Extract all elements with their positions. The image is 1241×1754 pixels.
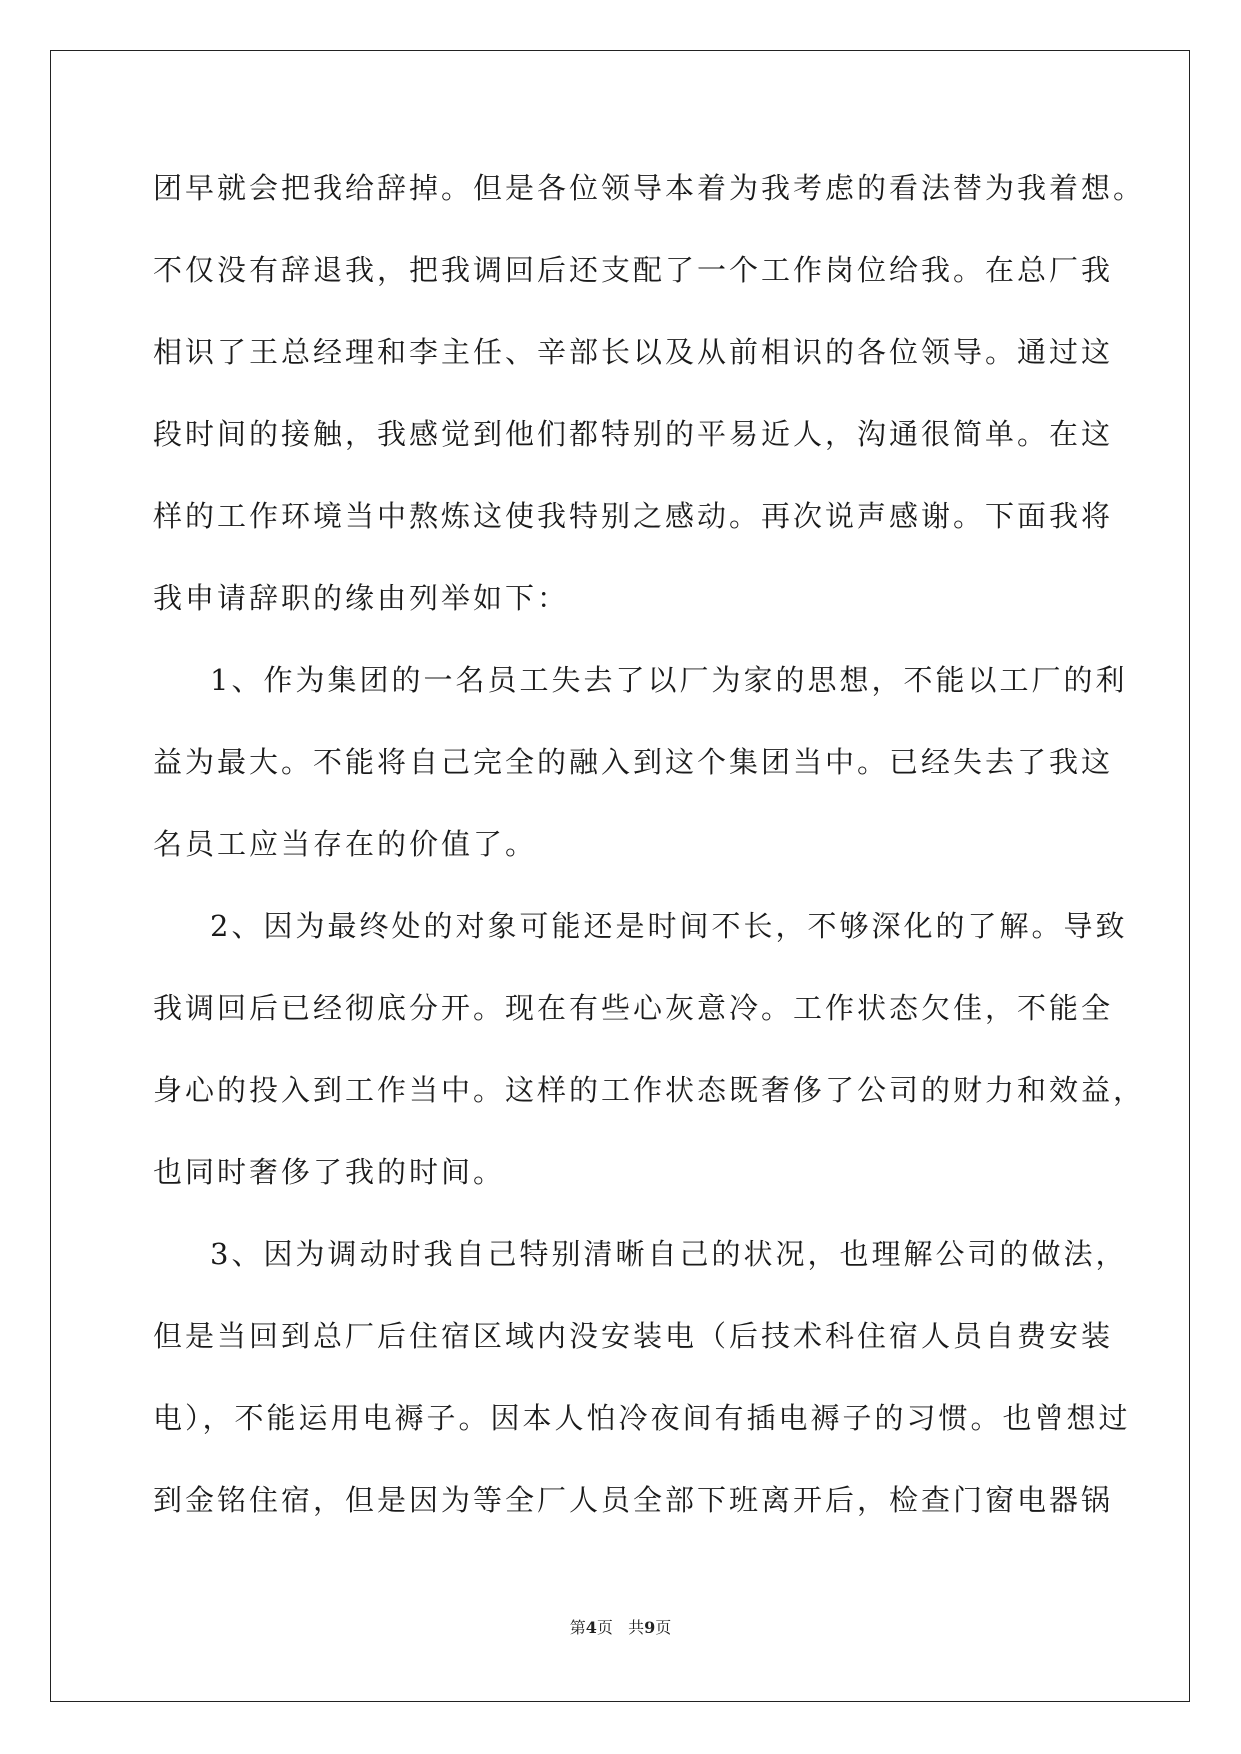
text-line: 我调回后已经彻底分开。现在有些心灰意冷。工作状态欠佳，不能全 (153, 991, 1114, 1025)
page-prefix: 第 (569, 1618, 586, 1637)
current-page-number: 4 (585, 1618, 597, 1637)
text-line: 名员工应当存在的价值了。 (153, 827, 538, 861)
text-line: 但是当回到总厂后住宿区域内没安装电（后技术科住宿人员自费安装 (153, 1319, 1114, 1353)
text-line-indented: 1、作为集团的一名员工失去了以厂为家的思想，不能以工厂的利 (210, 663, 1128, 697)
page-suffix: 页 (655, 1618, 672, 1637)
text-line: 相识了王总经理和李主任、辛部长以及从前相识的各位领导。通过这 (153, 335, 1114, 369)
total-page-number: 9 (644, 1618, 656, 1637)
text-line: 也同时奢侈了我的时间。 (153, 1155, 506, 1189)
text-line-indented: 3、因为调动时我自己特别清晰自己的状况，也理解公司的做法， (210, 1237, 1128, 1271)
page-footer (0, 1615, 1241, 1638)
text-line-indented: 2、因为最终处的对象可能还是时间不长，不够深化的了解。导致 (210, 909, 1128, 943)
text-line: 段时间的接触，我感觉到他们都特别的平易近人，沟通很简单。在这 (153, 417, 1114, 451)
document-body (153, 147, 1146, 1541)
text-line: 团早就会把我给辞掉。但是各位领导本着为我考虑的看法替为我着想。 (153, 171, 1146, 205)
text-line: 身心的投入到工作当中。这样的工作状态既奢侈了公司的财力和效益， (153, 1073, 1146, 1107)
text-line: 样的工作环境当中熬炼这使我特别之感动。再次说声感谢。下面我将 (153, 499, 1114, 533)
text-line: 益为最大。不能将自己完全的融入到这个集团当中。已经失去了我这 (153, 745, 1114, 779)
text-line: 到金铭住宿，但是因为等全厂人员全部下班离开后，检查门窗电器锅 (153, 1483, 1114, 1517)
text-line: 电），不能运用电褥子。因本人怕冷夜间有插电褥子的习惯。也曾想过 (153, 1401, 1131, 1435)
text-line: 我申请辞职的缘由列举如下： (153, 581, 570, 615)
text-line: 不仅没有辞退我，把我调回后还支配了一个工作岗位给我。在总厂我 (153, 253, 1114, 287)
page-mid-text: 页 共 (596, 1618, 645, 1637)
